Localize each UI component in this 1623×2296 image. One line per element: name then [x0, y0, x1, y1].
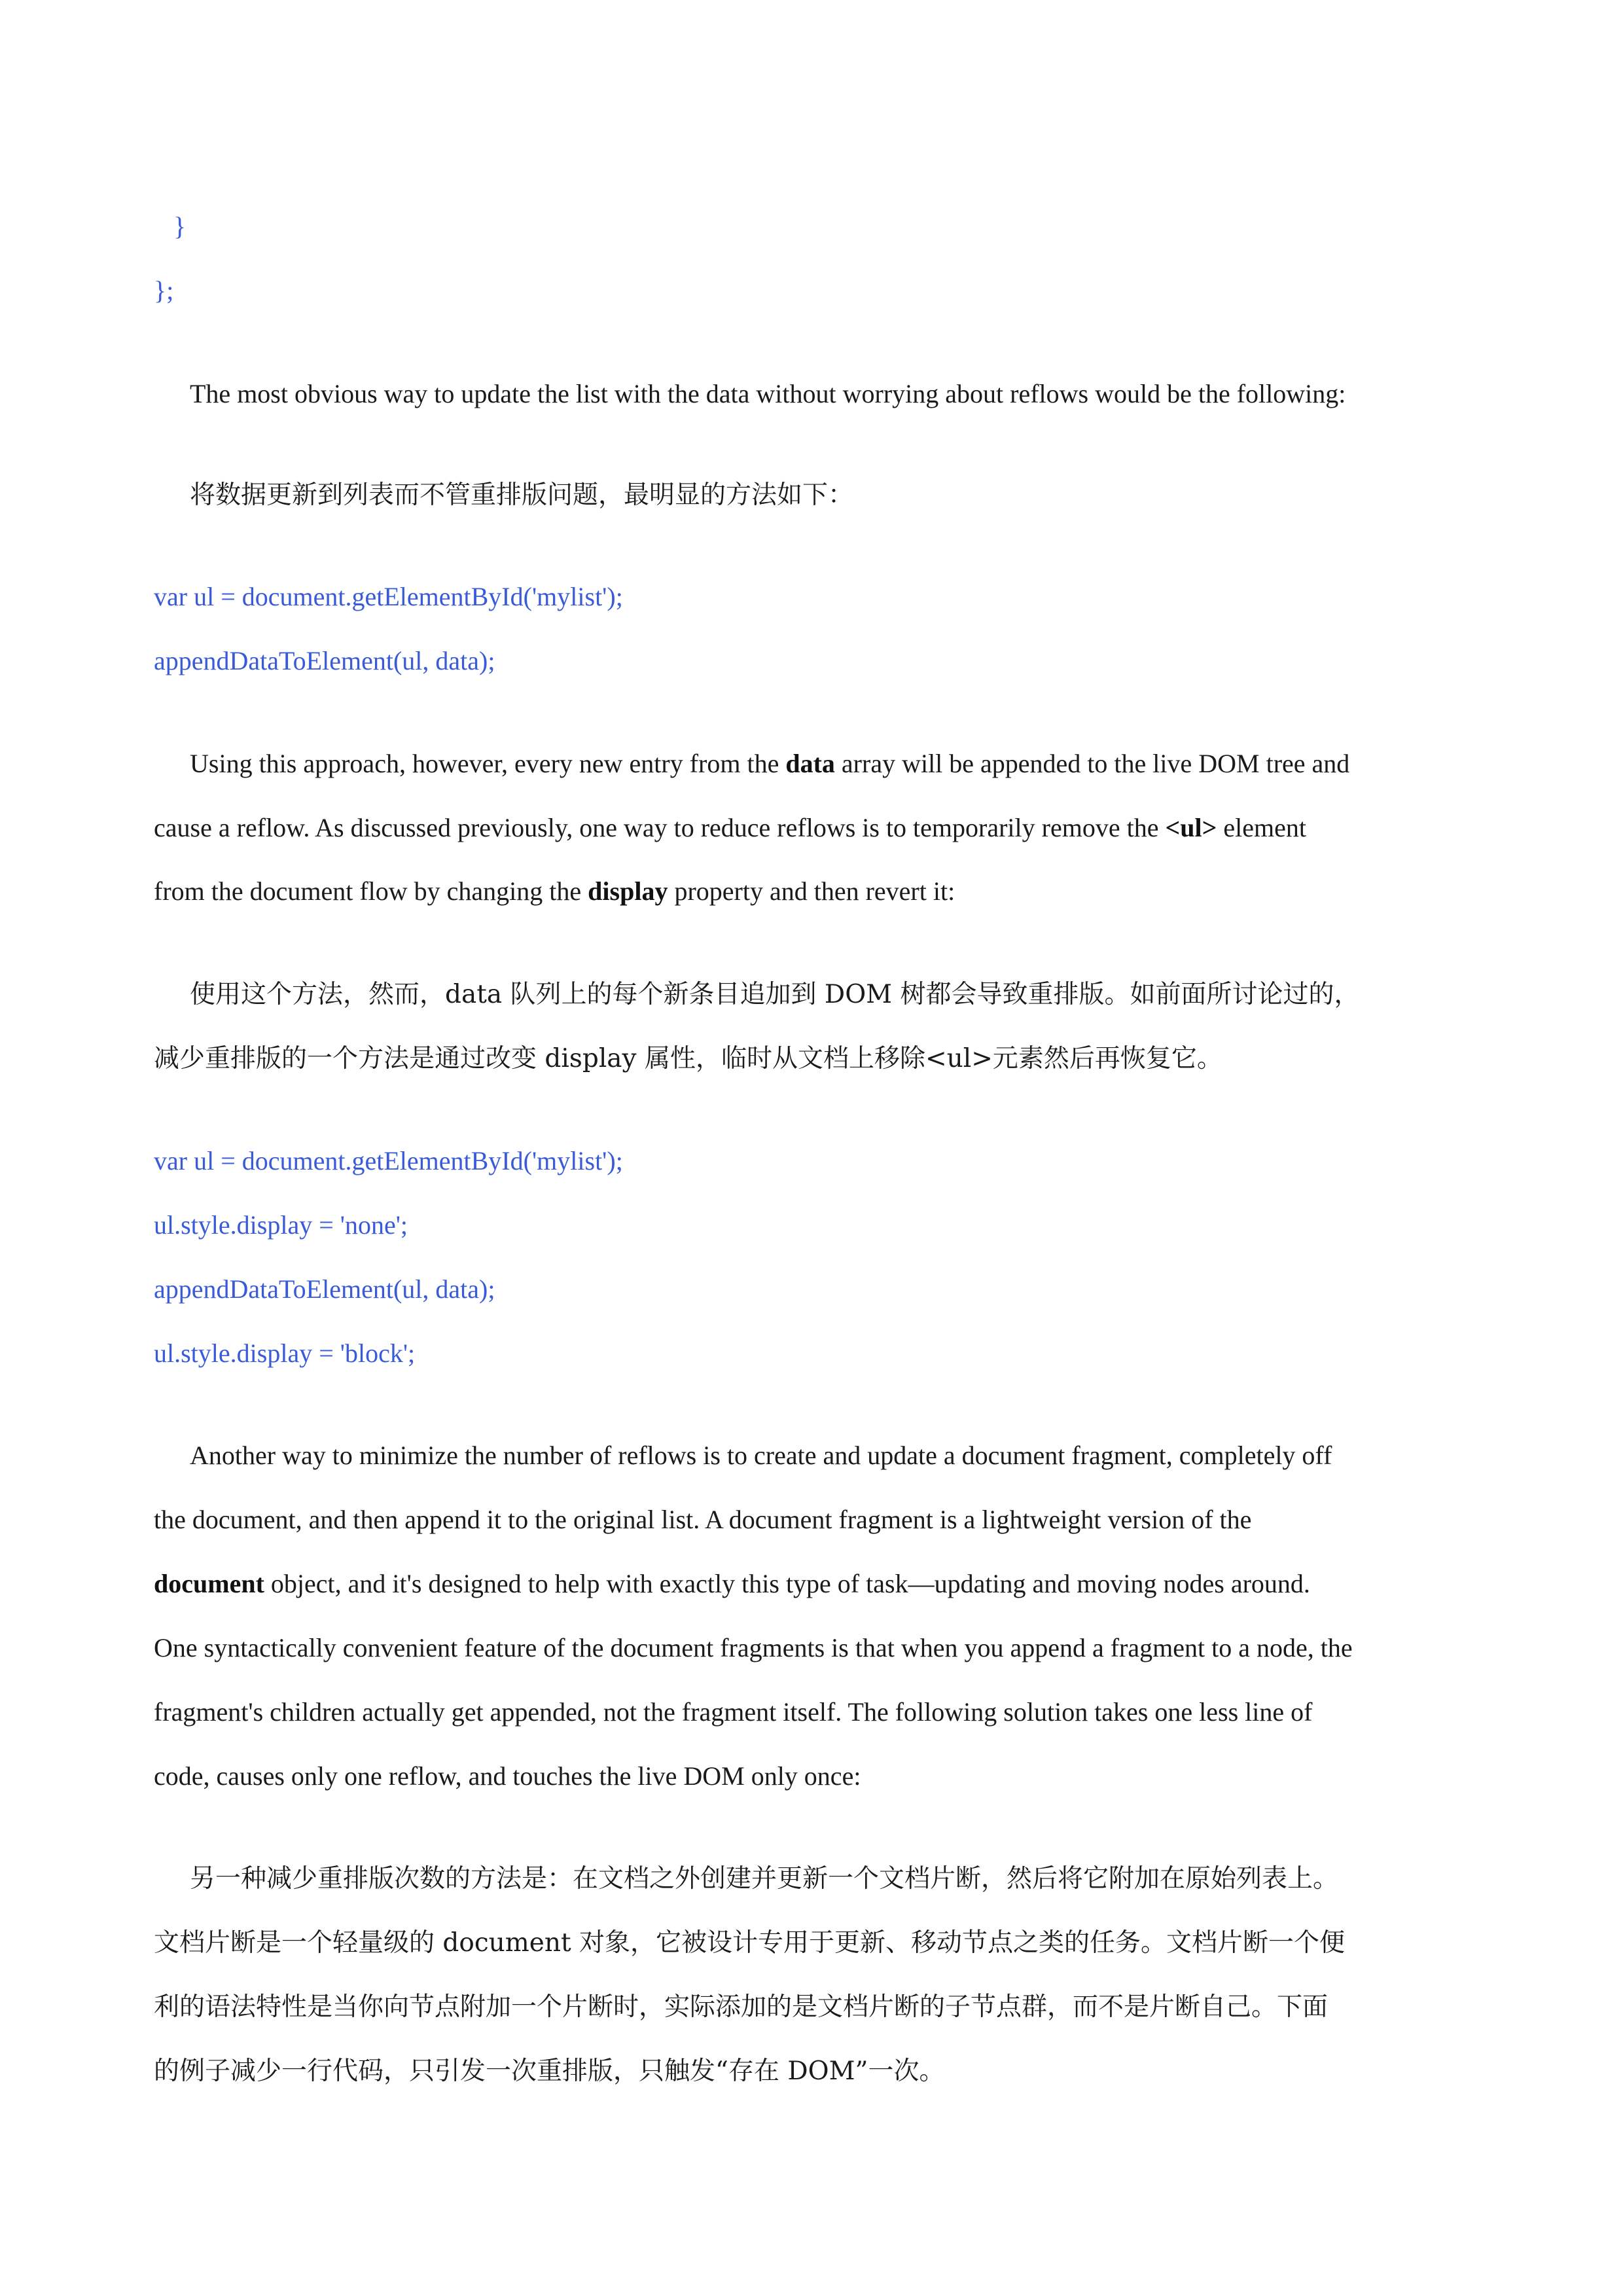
code-line: var ul = document.getElementById('mylist'); — [154, 1146, 623, 1175]
text-run: element — [1217, 813, 1307, 842]
paragraph-chinese-3-line: 文档片断是一个轻量级的 document 对象，它被设计专用于更新、移动节点之类的任务。文档片断一个便 — [154, 1928, 1346, 1958]
bold-term: data — [785, 749, 835, 778]
paragraph-chinese-2-line: 使用这个方法，然而，data 队列上的每个新条目追加到 DOM 树都会导致重排版。如前面所讨论过的， — [190, 980, 1360, 1009]
paragraph-english-1: The most obvious way to update the list with the data without worrying about reflows would be the following: — [190, 379, 1346, 408]
bold-term: document — [154, 1569, 264, 1598]
paragraph-chinese-1: 将数据更新到列表而不管重排版问题，最明显的方法如下： — [190, 480, 854, 510]
paragraph-english-3-line — [154, 1568, 1310, 1600]
paragraph-chinese-3-line: 的例子减少一行代码，只引发一次重排版，只触发“存在 DOM”一次。 — [154, 2056, 945, 2086]
text-run: from the document flow by changing the — [154, 876, 588, 906]
paragraph-english-3-line: One syntactically convenient feature of the document fragments is that when you append a fragment to a node, the — [154, 1633, 1353, 1662]
code-line: appendDataToElement(ul, data); — [154, 1274, 495, 1304]
code-line: var ul = document.getElementById('mylist'); — [154, 582, 623, 611]
paragraph-chinese-3-line: 另一种减少重排版次数的方法是：在文档之外创建并更新一个文档片断，然后将它附加在原始列表上。 — [190, 1864, 1339, 1893]
text-run: array will be appended to the live DOM tree and — [834, 749, 1350, 778]
text-run: Using this approach, however, every new entry from the — [190, 749, 786, 778]
paragraph-english-3-line: code, causes only one reflow, and touches the live DOM only once: — [154, 1761, 861, 1791]
paragraph-english-2-line — [154, 812, 1306, 844]
code-line: appendDataToElement(ul, data); — [154, 646, 495, 675]
text-run: property and then revert it: — [668, 876, 955, 906]
paragraph-chinese-2-line: 减少重排版的一个方法是通过改变 display 属性，临时从文档上移除<ul>元素然后再恢复它。 — [154, 1044, 1222, 1073]
paragraph-english-3-line: Another way to minimize the number of reflows is to create and update a document fragment, completely off — [190, 1441, 1332, 1470]
bold-term: display — [588, 876, 668, 906]
paragraph-english-3-line: fragment's children actually get appended, not the fragment itself. The following solution takes one less line of — [154, 1697, 1313, 1727]
code-line-brace: } — [173, 211, 187, 241]
bold-term: <ul> — [1165, 813, 1217, 842]
paragraph-chinese-3-line: 利的语法特性是当你向节点附加一个片断时，实际添加的是文档片断的子节点群，而不是片断自己。下面 — [154, 1992, 1329, 2022]
code-line: ul.style.display = 'block'; — [154, 1338, 416, 1368]
text-run: object, and it's designed to help with exactly this type of task—updating and moving nodes around. — [264, 1569, 1310, 1598]
code-line-brace-semicolon: }; — [154, 276, 174, 305]
paragraph-english-2-line — [190, 748, 1349, 780]
text-run: cause a reflow. As discussed previously, one way to reduce reflows is to temporarily remove the — [154, 813, 1166, 842]
paragraph-english-3-line: the document, and then append it to the original list. A document fragment is a lightweight version of the — [154, 1505, 1252, 1534]
paragraph-english-2-line — [154, 876, 955, 907]
code-line: ul.style.display = 'none'; — [154, 1210, 408, 1240]
